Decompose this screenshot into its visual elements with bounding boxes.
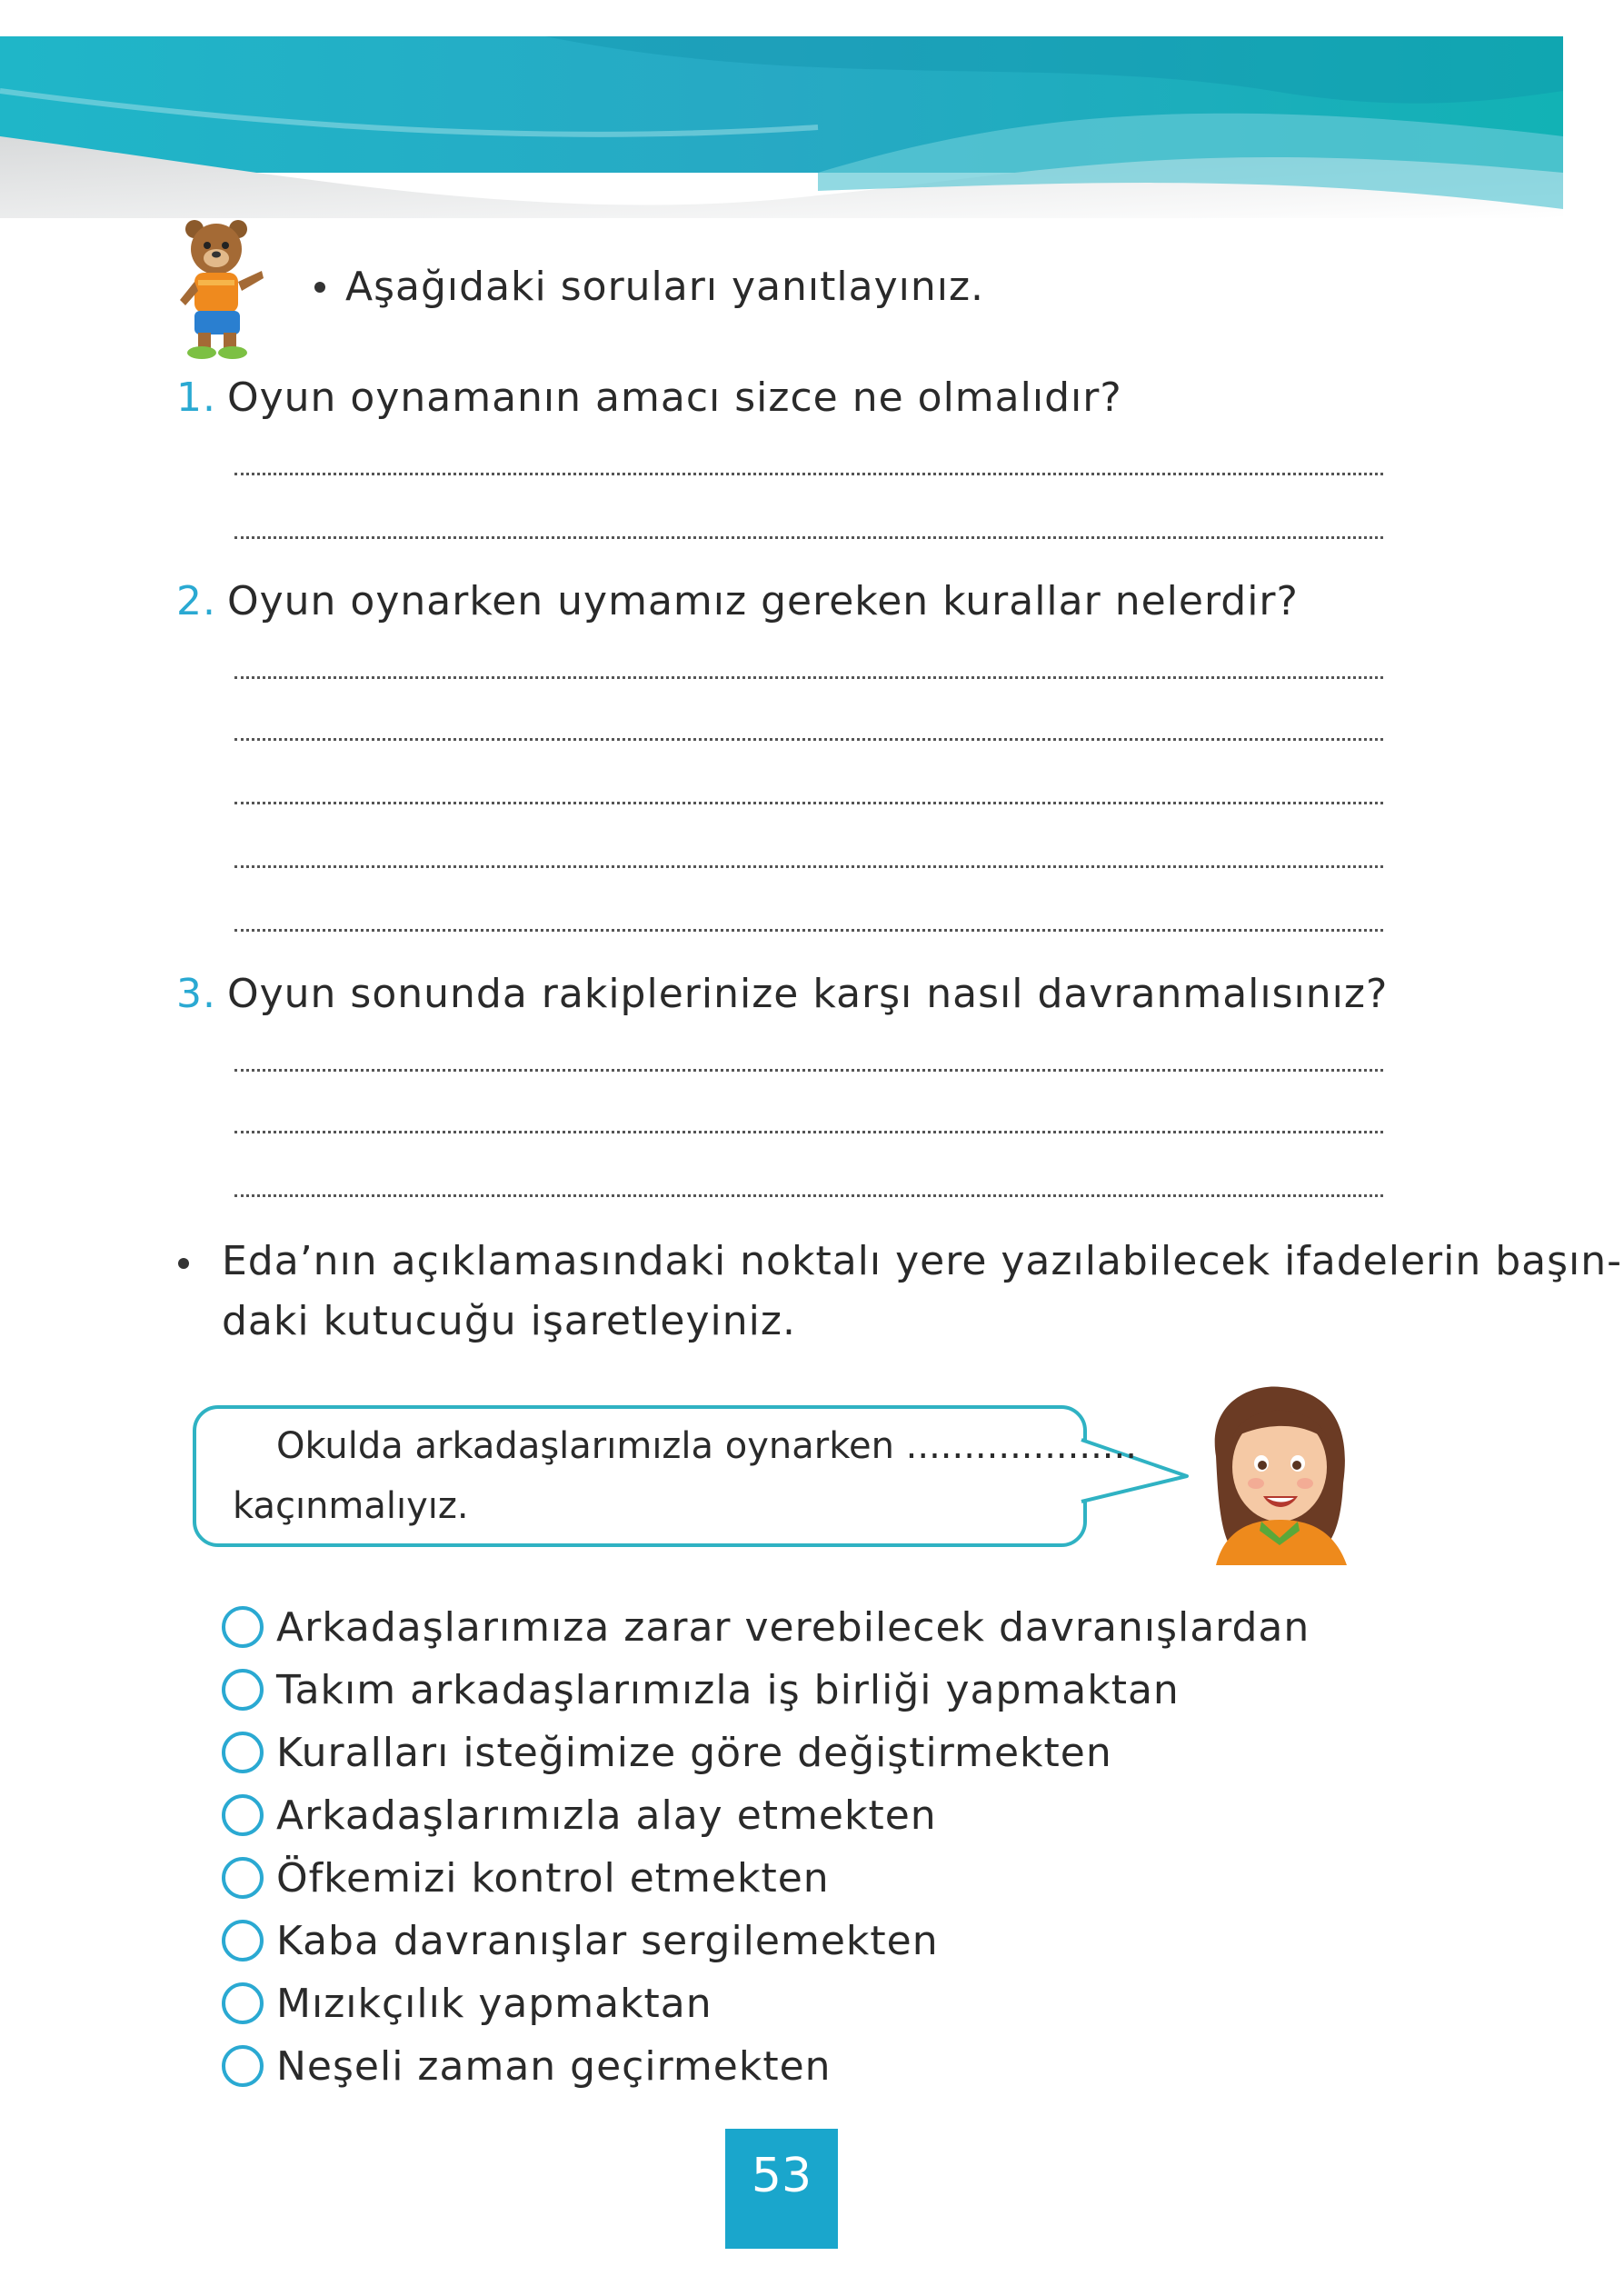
instruction-main xyxy=(314,264,984,310)
answer-line[interactable] xyxy=(234,473,1383,475)
question-3 xyxy=(176,971,1388,1017)
checkbox-circle[interactable] xyxy=(222,1794,264,1836)
girl-character-icon xyxy=(1198,1383,1358,1565)
option-label: Mızıkçılık yapmaktan xyxy=(276,1980,712,2027)
option-item[interactable] xyxy=(222,2041,832,2091)
instruction-main-text: Aşağıdaki soruları yanıtlayınız. xyxy=(345,264,985,310)
answer-line[interactable] xyxy=(234,1194,1383,1197)
checkbox-circle[interactable] xyxy=(222,1732,264,1773)
option-label: Takım arkadaşlarımızla iş birliği yapmaktan xyxy=(276,1666,1180,1713)
question-number: 1. xyxy=(176,374,216,421)
bullet-icon xyxy=(178,1258,189,1269)
option-label: Arkadaşlarımızla alay etmekten xyxy=(276,1792,937,1839)
question-text: Oyun oynarken uymamız gereken kurallar nelerdir? xyxy=(226,578,1299,624)
option-item[interactable] xyxy=(222,1727,1112,1778)
bullet-icon xyxy=(314,282,325,293)
option-item[interactable] xyxy=(222,1664,1180,1715)
answer-line[interactable] xyxy=(234,676,1383,679)
option-item[interactable] xyxy=(222,1602,1310,1652)
option-item[interactable] xyxy=(222,1790,937,1841)
question-1 xyxy=(176,374,1122,421)
option-label: Kuralları isteğimize göre değiştirmekten xyxy=(276,1729,1112,1776)
checkbox-circle[interactable] xyxy=(222,2045,264,2087)
question-number: 3. xyxy=(176,971,216,1017)
instruction-second-line2: daki kutucuğu işaretleyiniz. xyxy=(222,1298,796,1344)
answer-line[interactable] xyxy=(234,738,1383,741)
question-2 xyxy=(176,578,1299,624)
checkbox-circle[interactable] xyxy=(222,1606,264,1648)
instruction-second-line1: Eda’nın açıklamasındaki noktalı yere yazılabilecek ifadelerin başın- xyxy=(222,1238,1623,1284)
question-number: 2. xyxy=(176,578,216,624)
speech-line1: Okulda arkadaşlarımızla oynarken .................... xyxy=(276,1425,1137,1467)
checkbox-circle[interactable] xyxy=(222,1857,264,1899)
answer-line[interactable] xyxy=(234,929,1383,932)
question-text: Oyun sonunda rakiplerinize karşı nasıl davranmalısınız? xyxy=(226,971,1389,1017)
option-label: Öfkemizi kontrol etmekten xyxy=(276,1854,830,1902)
option-label: Arkadaşlarımıza zarar verebilecek davranışlardan xyxy=(276,1603,1310,1651)
answer-line[interactable] xyxy=(234,865,1383,868)
answer-line[interactable] xyxy=(234,536,1383,539)
answer-line[interactable] xyxy=(234,1069,1383,1072)
answer-line[interactable] xyxy=(234,802,1383,804)
speech-line2: kaçınmalıyız. xyxy=(233,1485,469,1527)
option-item[interactable] xyxy=(222,1852,830,1903)
page-number: 53 xyxy=(725,2129,838,2249)
header-wave-banner xyxy=(0,36,1563,218)
option-item[interactable] xyxy=(222,1978,712,2029)
checkbox-circle[interactable] xyxy=(222,1669,264,1711)
option-label: Kaba davranışlar sergilemekten xyxy=(276,1917,939,1964)
checkbox-circle[interactable] xyxy=(222,1982,264,2024)
checkbox-circle[interactable] xyxy=(222,1920,264,1962)
bear-mascot-icon xyxy=(174,216,269,362)
answer-line[interactable] xyxy=(234,1131,1383,1133)
option-label: Neşeli zaman geçirmekten xyxy=(276,2042,832,2090)
option-item[interactable] xyxy=(222,1915,939,1966)
question-text: Oyun oynamanın amacı sizce ne olmalıdır? xyxy=(226,374,1122,421)
